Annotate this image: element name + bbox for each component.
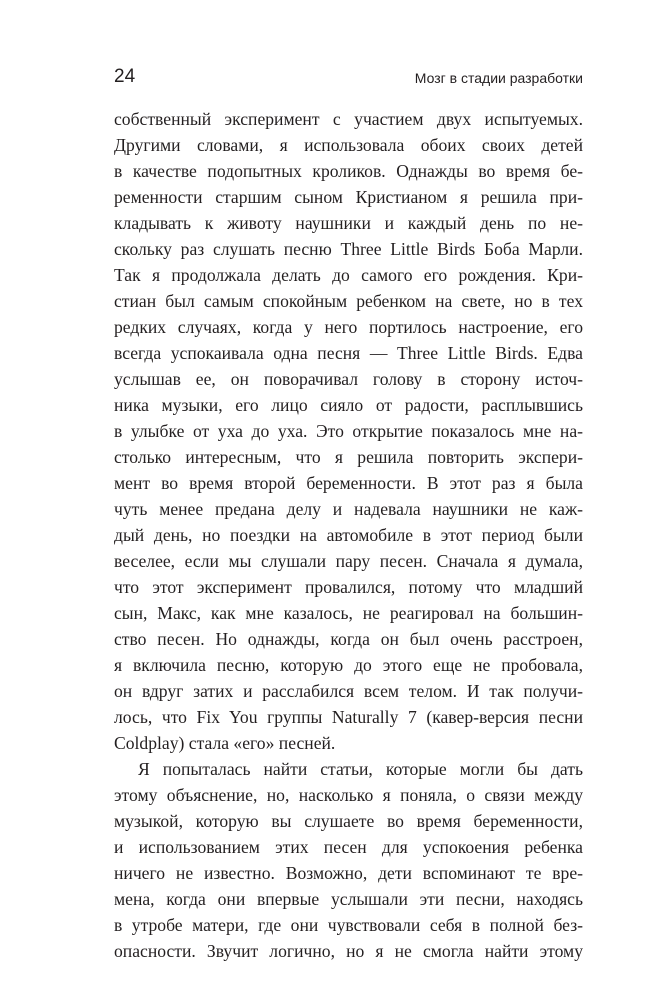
paragraph-2 (114, 756, 583, 964)
text-line: Другими словами, я использовала обоих своих детей (114, 135, 583, 155)
paragraph-1 (114, 106, 583, 756)
text-line: веселее, если мы слушали пару песен. Сначала я думала, (114, 551, 583, 571)
text-line: дый день, но поездки на автомобиле в этот период были (114, 525, 583, 545)
text-line: опасности. Звучит логично, но я не смогла найти этому (114, 941, 583, 961)
text-line: этому объяснение, но, насколько я поняла, о связи между (114, 785, 583, 805)
text-line: редких случаях, когда у него портилось настроение, его (114, 317, 583, 337)
text-line: в улыбке от уха до уха. Это открытие показалось мне на- (114, 421, 583, 441)
body-text (114, 106, 583, 964)
text-line: кладывать к животу наушники и каждый день по не- (114, 213, 583, 233)
text-line: лось, что Fix You группы Naturally 7 (кавер-версия песни (114, 707, 583, 727)
text-line: мент во время второй беременности. В этот раз я была (114, 473, 583, 493)
text-line: собственный эксперимент с участием двух испытуемых. (114, 109, 583, 129)
text-line: чуть менее предана делу и надевала наушники не каж- (114, 499, 583, 519)
page-number: 24 (114, 66, 136, 87)
text-line: музыкой, которую вы слушаете во время беременности, (114, 811, 583, 831)
text-line: ство песен. Но однажды, когда он был очень расстроен, (114, 629, 583, 649)
text-line: скольку раз слушать песню Three Little Birds Боба Марли. (114, 239, 583, 259)
text-line: стиан был самым спокойным ребенком на свете, но в тех (114, 291, 583, 311)
text-line: услышав ее, он поворачивал голову в сторону источ- (114, 369, 583, 389)
text-line: Coldplay) стала «его» песней. (114, 733, 336, 753)
running-head (114, 66, 583, 88)
text-line: я включила песню, которую до этого еще не пробовала, (114, 655, 583, 675)
text-line: Я попыталась найти статьи, которые могли бы дать (138, 759, 583, 779)
text-line: в качестве подопытных кроликов. Однажды во время бе- (114, 161, 583, 181)
text-line: всегда успокаивала одна песня — Three Little Birds. Едва (114, 343, 583, 363)
text-line: он вдруг затих и расслабился всем телом. И так получи- (114, 681, 583, 701)
text-line: и использованием этих песен для успокоения ребенка (114, 837, 583, 857)
text-line: столько интересным, что я решила повторить экспери- (114, 447, 583, 467)
text-line: что этот эксперимент провалился, потому что младший (114, 577, 583, 597)
running-title: Мозг в стадии разработки (414, 70, 583, 86)
text-line: Так я продолжала делать до самого его рождения. Кри- (114, 265, 583, 285)
text-line: сын, Макс, как мне казалось, не реагировал на большин- (114, 603, 583, 623)
text-line: ременности старшим сыном Кристианом я решила при- (114, 187, 583, 207)
text-line: ника музыки, его лицо сияло от радости, расплывшись (114, 395, 583, 415)
text-line: мена, когда они впервые услышали эти песни, находясь (114, 889, 583, 909)
text-line: в утробе матери, где они чувствовали себя в полной без- (114, 915, 583, 935)
text-line: ничего не известно. Возможно, дети вспоминают те вре- (114, 863, 583, 883)
